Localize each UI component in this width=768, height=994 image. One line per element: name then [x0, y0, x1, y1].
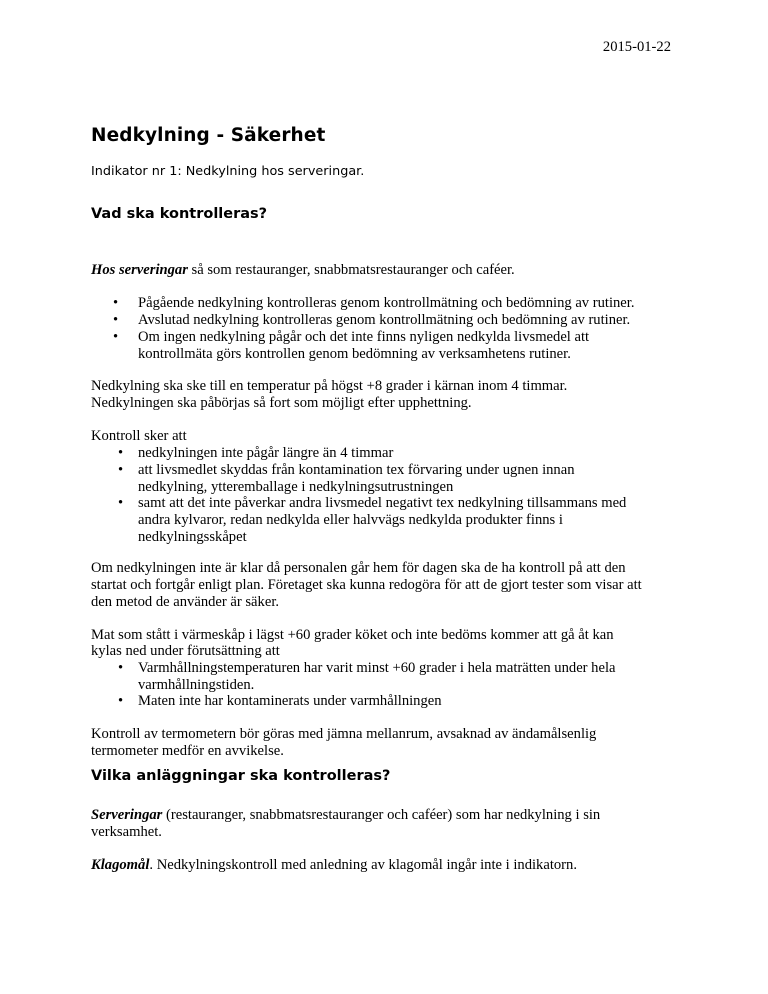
paragraph-line: Nedkylningen ska påbörjas så fort som möjligt efter upphettning.	[91, 395, 472, 411]
list-item-continuation: andra kylvaror, redan nedkylda eller halvvägs nedkylda produkter finns i	[138, 512, 563, 528]
bullet-icon: •	[118, 462, 124, 478]
list-item-text: Varmhållningstemperaturen har varit minst +60 grader i hela maträtten under hela	[138, 660, 616, 676]
serveringar-text: (restauranger, snabbmatsrestauranger och caféer) som har nedkylning i sin	[162, 807, 601, 823]
klagomal-line	[91, 857, 577, 874]
list-item-text: Om ingen nedkylning pågår och det inte finns nyligen nedkylda livsmedel att	[138, 329, 590, 345]
document-date: 2015-01-22	[602, 39, 671, 55]
list-item-text: nedkylningen inte pågår längre än 4 timmar	[138, 445, 394, 461]
bullet-icon: •	[113, 312, 119, 328]
paragraph-line: Mat som stått i värmeskåp i lägst +60 grader köket och inte bedöms kommer att gå åt kan	[91, 627, 614, 643]
list-item-text: Avslutad nedkylning kontrolleras genom kontrollmätning och bedömning av rutiner.	[138, 312, 631, 328]
bullet-icon: •	[118, 693, 124, 709]
bullet-icon: •	[118, 495, 124, 511]
section-heading-what: Vad ska kontrolleras?	[91, 206, 268, 222]
bullet-icon: •	[113, 295, 119, 311]
section-heading-which: Vilka anläggningar ska kontrolleras?	[91, 768, 391, 784]
paragraph-line: Kontroll av termometern bör göras med jämna mellanrum, avsaknad av ändamålsenlig	[91, 726, 597, 742]
serveringar-emphasis: Serveringar	[91, 807, 163, 823]
document-title: Nedkylning - Säkerhet	[91, 125, 326, 146]
paragraph-line: kylas ned under förutsättning att	[91, 643, 280, 659]
list-item-continuation: kontrollmäta görs kontrollen genom bedömning av verksamhetens rutiner.	[138, 346, 571, 362]
list-item-continuation: nedkylning, ytteremballage i nedkylningsutrustningen	[138, 479, 454, 495]
paragraph-line: Om nedkylningen inte är klar då personalen går hem för dagen ska de ha kontroll på att den	[91, 560, 626, 576]
klagomal-text: . Nedkylningskontroll med anledning av klagomål ingår inte i indikatorn.	[149, 857, 577, 873]
list-item-text: Maten inte har kontaminerats under varmhållningen	[138, 693, 442, 709]
bullet-icon: •	[113, 329, 119, 345]
bullet-icon: •	[118, 445, 124, 461]
paragraph-line: termometer medför en avvikelse.	[91, 743, 284, 759]
list-item-text: samt att det inte påverkar andra livsmedel negativt tex nedkylning tillsammans med	[138, 495, 627, 511]
bullet-icon: •	[118, 660, 124, 676]
klagomal-emphasis: Klagomål	[91, 857, 150, 873]
list-item-text: att livsmedlet skyddas från kontamination tex förvaring under ugnen innan	[138, 462, 575, 478]
list-item-continuation: nedkylningsskåpet	[138, 529, 247, 545]
intro-text: så som restauranger, snabbmatsrestauranger och caféer.	[187, 262, 515, 278]
paragraph-line: startat och fortgår enligt plan. Företaget ska kunna redogöra för att de gjort tester som visar att	[91, 577, 642, 593]
intro-emphasis: Hos serveringar	[91, 262, 188, 278]
indicator-line: Indikator nr 1: Nedkylning hos serveringar.	[91, 164, 365, 179]
intro-paragraph	[91, 262, 681, 279]
kontroll-intro: Kontroll sker att	[91, 428, 187, 444]
list-item-continuation: varmhållningstiden.	[138, 677, 255, 693]
serveringar-line-2: verksamhet.	[91, 824, 162, 840]
paragraph-line: Nedkylning ska ske till en temperatur på högst +8 grader i kärnan inom 4 timmar.	[91, 378, 568, 394]
list-item-text: Pågående nedkylning kontrolleras genom kontrollmätning och bedömning av rutiner.	[138, 295, 635, 311]
serveringar-line	[91, 807, 600, 824]
paragraph-line: den metod de använder är säker.	[91, 594, 280, 610]
